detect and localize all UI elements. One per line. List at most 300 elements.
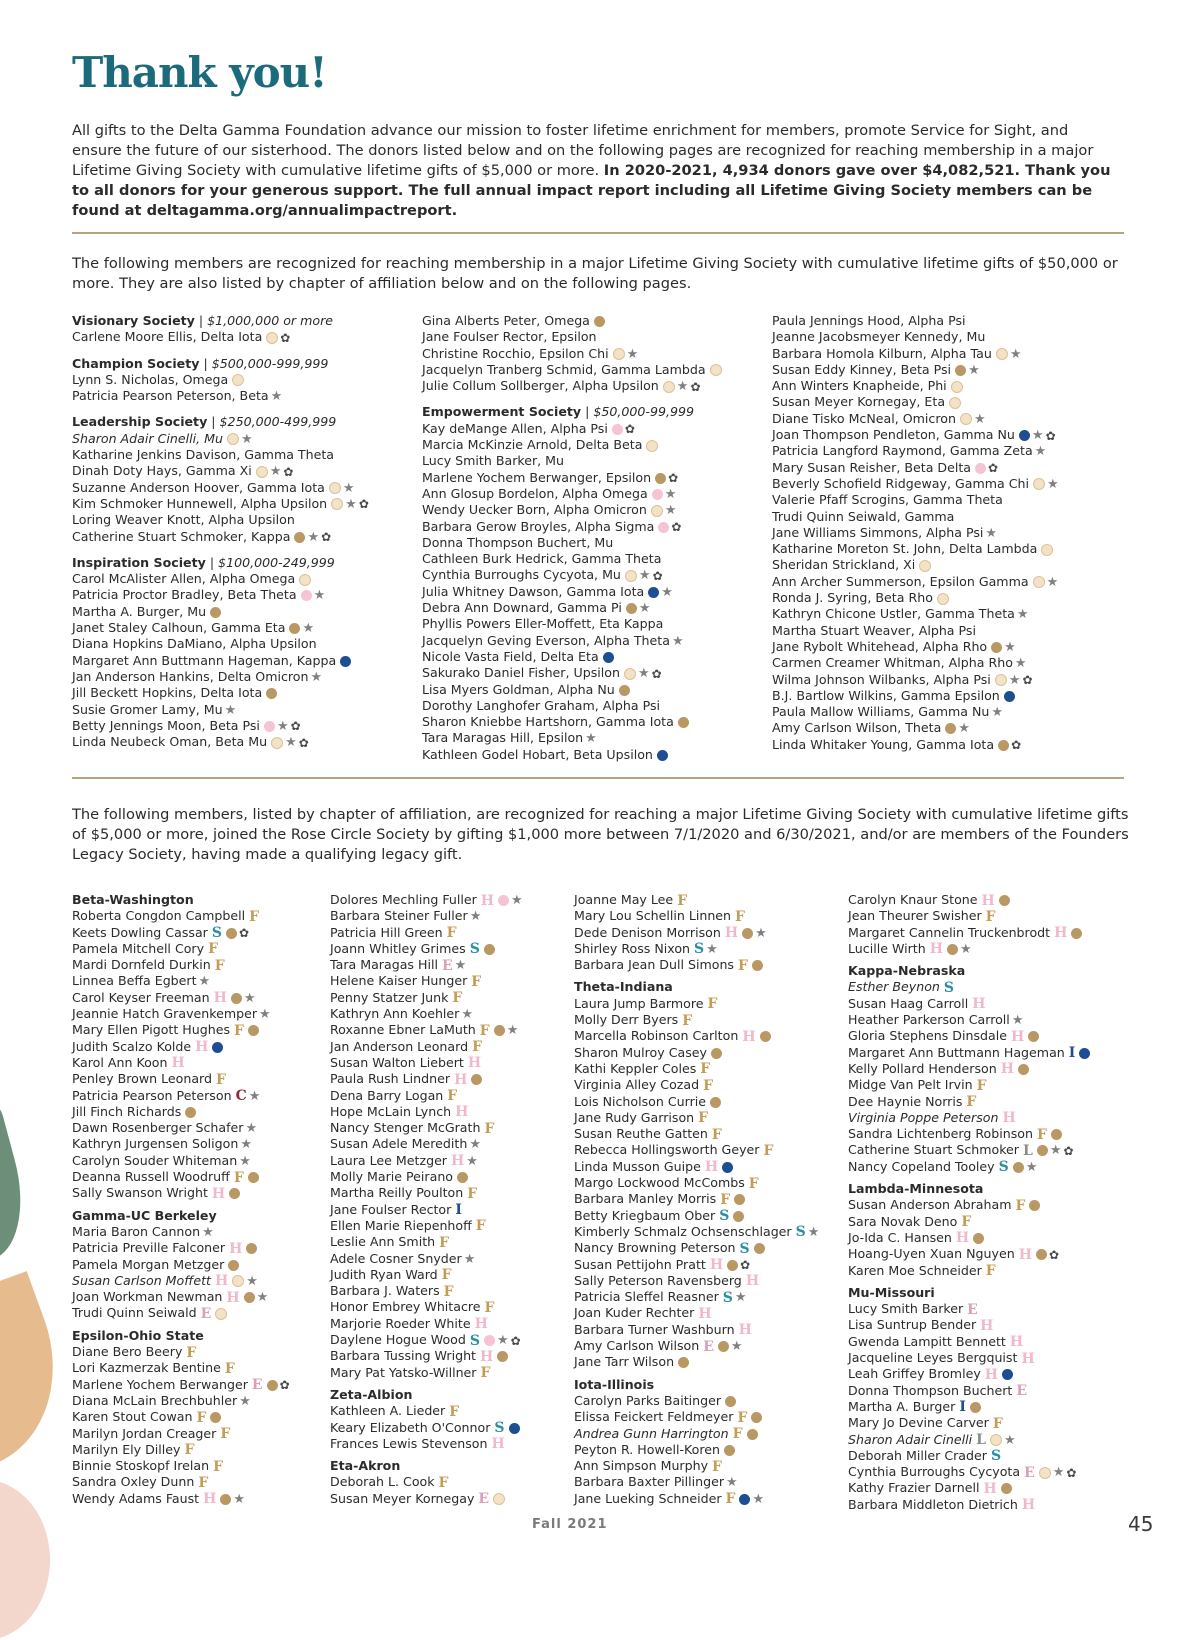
society-column-3 [772, 313, 1059, 753]
star-icon: ★ [1046, 476, 1059, 492]
gold-dot-icon [1051, 1129, 1062, 1140]
cream-dot-icon [1039, 1467, 1051, 1479]
star-icon: ★ [245, 1121, 258, 1137]
chapter-heading: Eta-Akron [330, 1458, 401, 1474]
society-letter-f: F [216, 1071, 226, 1088]
cream-dot-icon [663, 381, 675, 393]
member-name: Linda Musson Guipe [574, 1158, 701, 1174]
member-name: Jane Foulser Rector [330, 1201, 452, 1217]
star-icon: ★ [276, 718, 289, 734]
society-letter-s: S [998, 1159, 1009, 1176]
list-item [772, 476, 1059, 492]
list-item [72, 1426, 290, 1442]
star-icon: ★ [310, 669, 323, 685]
member-name: Linda Whitaker Young, Gamma Iota [772, 736, 995, 752]
member-name: Jean Theurer Swisher [848, 908, 982, 924]
gold-dot-icon [626, 603, 637, 614]
star-icon: ★ [1014, 656, 1027, 672]
member-name: Jeannie Hatch Gravenkemper [72, 1006, 258, 1022]
society-letter-f: F [763, 1142, 774, 1159]
list-item [422, 437, 722, 453]
member-name: Linda Neubeck Oman, Beta Mu [72, 734, 268, 750]
cream-dot-icon [613, 348, 625, 360]
member-name: Barbara Tussing Wright [330, 1348, 476, 1364]
list-item [772, 443, 1059, 459]
list-item [772, 411, 1059, 427]
member-name: Patricia Preville Falconer [72, 1240, 226, 1256]
list-item [72, 973, 290, 989]
cream-dot-icon [646, 440, 658, 452]
society-letter-f: F [438, 1474, 449, 1491]
navy-dot-icon [1019, 430, 1030, 441]
member-name: Heather Parkerson Carroll [848, 1012, 1010, 1028]
society-name: Champion Society [72, 355, 200, 371]
member-name: Susan Carlson Moffett [72, 1272, 211, 1288]
society-letter-h: H [226, 1289, 240, 1306]
star-icon: ★ [726, 1475, 738, 1491]
society-letter-h: H [972, 996, 986, 1013]
gold-dot-icon [220, 1494, 231, 1505]
list-item [848, 1110, 1090, 1126]
list-item [574, 1289, 819, 1305]
rose-icon: ✿ [651, 666, 662, 681]
member-name: Patricia Pearson Peterson, Beta [72, 388, 269, 404]
gold-dot-icon [246, 1243, 257, 1254]
star-icon: ★ [469, 1137, 481, 1153]
star-icon: ★ [664, 486, 677, 502]
member-name: Joan Kuder Rechter [574, 1305, 695, 1321]
gold-dot-icon [678, 717, 689, 728]
list-item [574, 1474, 819, 1490]
member-name: Mary Jo Devine Carver [848, 1415, 989, 1431]
society-letter-i: I [1068, 1045, 1076, 1062]
society-letter-f: F [700, 1061, 711, 1078]
star-icon: ★ [807, 1224, 820, 1240]
member-name: Nicole Vasta Field, Delta Eta [422, 648, 599, 664]
member-name: Hope McLain Lynch [330, 1103, 452, 1119]
member-name: Midge Van Pelt Irvin [848, 1077, 973, 1093]
list-item [772, 525, 1059, 541]
list-item [72, 1136, 290, 1152]
list-item [848, 1142, 1090, 1158]
society-amount: | $250,000-499,999 [207, 414, 337, 430]
society-heading [72, 414, 369, 430]
rose-icon: ✿ [358, 497, 369, 512]
list-item [772, 655, 1059, 671]
list-item [848, 1448, 1090, 1464]
decorative-circle-pink [0, 1480, 50, 1640]
list-item [72, 1120, 290, 1136]
gold-dot-icon [231, 993, 242, 1004]
society-letter-h: H [1011, 1028, 1025, 1045]
society-letter-f: F [439, 1234, 450, 1251]
list-item [330, 1420, 523, 1436]
member-name: Esther Beynon [848, 979, 940, 995]
member-name: Martha A. Burger, Mu [72, 603, 207, 619]
list-item [574, 1061, 819, 1077]
list-item [574, 1191, 819, 1207]
society-letter-f: F [472, 1039, 483, 1056]
list-item [848, 979, 1090, 995]
member-name: Sharon Kniebbe Hartshorn, Gamma Iota [422, 714, 674, 730]
member-name: Diana McLain Brechbuhler [72, 1392, 238, 1408]
society-letter-h: H [203, 1491, 217, 1508]
list-item [72, 653, 369, 669]
chapter-heading: Gamma-UC Berkeley [72, 1207, 217, 1223]
member-name: Carolyn Parks Baitinger [574, 1392, 722, 1408]
society-letter-e: E [1024, 1464, 1035, 1481]
society-heading [72, 313, 369, 329]
list-item [772, 329, 1059, 345]
gold-dot-icon [752, 960, 763, 971]
member-name: Judith Ryan Ward [330, 1266, 438, 1282]
star-icon: ★ [1016, 607, 1029, 623]
star-icon: ★ [1008, 672, 1021, 688]
list-item [330, 1104, 523, 1120]
gold-dot-icon [734, 1194, 745, 1205]
member-name: Barbara Turner Washburn [574, 1321, 735, 1337]
member-name: Barbara Gerow Broyles, Alpha Sigma [422, 518, 655, 534]
list-item [772, 623, 1059, 639]
list-item [772, 672, 1059, 688]
member-name: Penny Statzer Junk [330, 989, 449, 1005]
gold-dot-icon [1028, 1031, 1039, 1042]
list-item [72, 388, 369, 404]
member-name: Frances Lewis Stevenson [330, 1435, 488, 1451]
star-icon: ★ [638, 568, 651, 584]
member-name: Carol Keyser Freeman [72, 989, 210, 1005]
gold-dot-icon [655, 473, 666, 484]
society-letter-f: F [480, 1365, 491, 1382]
star-icon: ★ [973, 411, 986, 427]
society-name: Visionary Society [72, 313, 195, 328]
list-item [848, 1480, 1090, 1496]
rose-icon: ✿ [298, 735, 309, 750]
divider-top [72, 232, 1124, 234]
member-name: Joann Whitley Grimes [330, 940, 466, 956]
member-name: Carmen Creamer Whitman, Alpha Rho [772, 655, 1013, 671]
list-item [848, 1214, 1090, 1230]
star-icon: ★ [1034, 444, 1047, 460]
list-item [72, 1104, 290, 1120]
list-item [330, 1283, 523, 1299]
member-name: Kathleen A. Lieder [330, 1403, 446, 1419]
member-name: Jill Beckett Hopkins, Delta Iota [72, 685, 263, 701]
list-item [574, 1322, 819, 1338]
list-item [772, 737, 1059, 753]
list-item [72, 1185, 290, 1201]
gold-dot-icon [1037, 1145, 1048, 1156]
chapter-heading: Theta-Indiana [574, 979, 673, 995]
navy-dot-icon [212, 1042, 223, 1053]
member-name: Cynthia Burroughs Cycyota, Mu [422, 567, 621, 583]
society-letter-h: H [214, 1273, 229, 1290]
chapter-column-3 [574, 892, 819, 1507]
list-item [330, 1022, 523, 1038]
list-item [422, 313, 722, 329]
society-letter-h: H [724, 925, 739, 942]
society-letter-h: H [1021, 1497, 1036, 1514]
society-letter-f: F [1036, 1126, 1047, 1143]
star-icon: ★ [342, 480, 355, 496]
list-item [848, 1334, 1090, 1350]
gold-dot-icon [747, 1429, 758, 1440]
gold-dot-icon [1036, 1249, 1047, 1260]
member-name: Patricia Pearson Peterson [72, 1087, 232, 1103]
member-name: Laura Lee Metzger [330, 1152, 447, 1168]
list-item [848, 1350, 1090, 1366]
cream-dot-icon [329, 482, 341, 494]
member-name: Betty Kriegbaum Ober [574, 1207, 716, 1223]
gold-dot-icon [594, 316, 605, 327]
society-letter-h: H [474, 1316, 488, 1333]
member-name: Martha Stuart Weaver, Alpha Psi [772, 622, 976, 638]
gold-dot-icon [1018, 1064, 1029, 1075]
society-letter-e: E [1016, 1383, 1028, 1400]
list-item [574, 1045, 819, 1061]
list-item [330, 1169, 523, 1185]
list-item [72, 1409, 290, 1425]
member-name: Margo Lockwood McCombs [574, 1175, 745, 1191]
list-item [848, 1497, 1090, 1513]
member-name: Valerie Pfaff Scrogins, Gamma Theta [772, 492, 1003, 508]
list-item [72, 571, 369, 587]
list-item [772, 704, 1059, 720]
star-icon: ★ [637, 666, 650, 682]
cream-dot-icon [624, 668, 636, 680]
list-item [574, 1159, 819, 1175]
list-item [72, 1006, 290, 1022]
gold-dot-icon [999, 895, 1010, 906]
gold-dot-icon [471, 1074, 482, 1085]
gold-dot-icon [228, 1260, 239, 1271]
society-letter-f: F [737, 1409, 748, 1426]
chapter-heading: Beta-Washington [72, 892, 194, 907]
society-letter-h: H [213, 990, 227, 1007]
society-letter-s: S [739, 1240, 750, 1257]
society-letter-f: F [443, 1283, 454, 1300]
list-item [72, 734, 369, 750]
rose-icon: ✿ [279, 1378, 290, 1393]
divider-middle [72, 777, 1124, 779]
member-name: Lucy Smith Barker, Mu [422, 453, 564, 469]
chapter-column-4 [848, 892, 1090, 1513]
society-column-1 [72, 313, 369, 750]
list-item [72, 1169, 290, 1185]
society-letter-h: H [742, 1028, 756, 1045]
list-item [330, 908, 523, 924]
gold-dot-icon [248, 1172, 259, 1183]
list-item [574, 1273, 819, 1289]
member-name: Susan Meyer Kornegay [330, 1490, 475, 1506]
gold-dot-icon [1001, 1483, 1012, 1494]
member-name: Sharon Adair Cinelli [848, 1431, 973, 1447]
list-item [422, 600, 722, 616]
society-letter-e: E [703, 1338, 714, 1355]
chapter-heading: Lambda-Minnesota [848, 1181, 984, 1197]
member-name: Barbara Jean Dull Simons [574, 957, 734, 973]
gold-dot-icon [955, 365, 966, 376]
member-name: Hoang-Uyen Xuan Nguyen [848, 1246, 1015, 1262]
star-icon: ★ [991, 705, 1004, 721]
star-icon: ★ [269, 464, 282, 480]
member-name: Gloria Stephens Dinsdale [848, 1028, 1008, 1044]
chapter-heading: Zeta-Albion [330, 1386, 413, 1402]
member-name: Binnie Stoskopf Irelan [72, 1458, 210, 1474]
member-name: Wendy Uecker Born, Alpha Omicron [422, 502, 647, 518]
member-name: Sally Swanson Wright [72, 1185, 208, 1201]
society-heading [72, 555, 369, 571]
society-letter-f: F [186, 1344, 197, 1361]
gold-dot-icon [1013, 1162, 1024, 1173]
intro-paragraph [72, 121, 1120, 221]
member-name: Suzanne Anderson Hoover, Gamma Iota [72, 479, 325, 495]
gold-dot-icon [718, 1341, 729, 1352]
society-letter-e: E [251, 1377, 263, 1394]
cream-dot-icon [271, 737, 283, 749]
star-icon: ★ [755, 925, 767, 941]
chapter-heading: Epsilon-Ohio State [72, 1327, 204, 1343]
gold-dot-icon [494, 1025, 505, 1036]
society-letter-f: F [234, 1022, 244, 1039]
star-icon: ★ [246, 1273, 258, 1289]
member-name: Judith Scalzo Kolde [72, 1038, 192, 1054]
navy-dot-icon [1004, 691, 1015, 702]
list-item [330, 1136, 523, 1152]
list-item [330, 892, 523, 908]
list-item [330, 1185, 523, 1201]
gold-dot-icon [497, 1351, 508, 1362]
list-item [72, 1039, 290, 1055]
list-item [848, 1432, 1090, 1448]
member-name: Barbara Steiner Fuller [330, 908, 468, 924]
pink-dot-icon [498, 895, 509, 906]
list-item [848, 1415, 1090, 1431]
member-name: Deanna Russell Woodruff [72, 1169, 230, 1185]
list-item [574, 892, 819, 908]
chapter-heading: Mu-Missouri [848, 1284, 935, 1300]
society-letter-f: F [484, 1120, 495, 1137]
member-name: Dede Denison Morrison [574, 924, 721, 940]
society-letter-i: I [455, 1202, 462, 1219]
member-name: Amy Carlson Wilson, Theta [772, 720, 942, 736]
list-item [72, 1257, 290, 1273]
list-item [72, 669, 369, 685]
society-letter-f: F [682, 1012, 693, 1029]
star-icon: ★ [285, 735, 297, 751]
list-item [72, 1088, 290, 1104]
list-item [330, 1491, 523, 1507]
rose-icon: ✿ [238, 926, 250, 941]
member-name: Wendy Adams Faust [72, 1490, 200, 1506]
member-name: Paula Mallow Williams, Gamma Nu [772, 704, 990, 720]
member-name: Patricia Langford Raymond, Gamma Zeta [772, 443, 1033, 459]
member-name: Karen Stout Cowan [72, 1409, 193, 1425]
society-letter-h: H [171, 1055, 185, 1072]
member-name: Ann Winters Knapheide, Phi [772, 378, 947, 394]
member-name: Dolores Mechling Fuller [330, 892, 477, 907]
list-item [422, 616, 722, 632]
navy-dot-icon [722, 1162, 733, 1173]
society-name: Leadership Society [72, 414, 208, 430]
member-name: Laura Jump Barmore [574, 995, 704, 1011]
spacer [72, 346, 369, 356]
cream-dot-icon [919, 560, 931, 572]
list-item [72, 463, 369, 479]
member-name: Diane Tisko McNeal, Omicron [772, 410, 956, 426]
list-item [422, 633, 722, 649]
member-name: Virginia Alley Cozad [574, 1077, 700, 1093]
list-item [72, 636, 369, 652]
list-item [330, 941, 523, 957]
member-name: Jane Rybolt Whitehead, Alpha Rho [772, 638, 988, 654]
member-name: Katharine Jenkins Davison, Gamma Theta [72, 447, 335, 463]
gold-dot-icon [947, 944, 958, 955]
member-name: Catherine Stuart Schmoker, Kappa [72, 528, 291, 544]
list-item [848, 1366, 1090, 1382]
member-name: Joan Thompson Pendleton, Gamma Nu [772, 427, 1015, 443]
list-item [772, 313, 1059, 329]
member-name: Margaret Cannelin Truckenbrodt [848, 924, 1051, 940]
spacer [72, 545, 369, 555]
list-item [422, 665, 722, 681]
member-name: Nancy Stenger McGrath [330, 1120, 481, 1136]
member-name: Marjorie Roeder White [330, 1315, 471, 1331]
list-item [422, 453, 722, 469]
list-item [574, 1426, 819, 1442]
member-name: Diane Bero Beery [72, 1344, 183, 1360]
list-item [72, 1377, 290, 1393]
list-item [72, 1305, 290, 1321]
star-icon: ★ [259, 1007, 271, 1023]
navy-dot-icon [657, 750, 668, 761]
society-letter-l: L [976, 1432, 986, 1448]
list-item [848, 1383, 1090, 1399]
member-name: Nancy Browning Peterson [574, 1240, 736, 1256]
list-item [330, 1153, 523, 1169]
member-name: Loring Weaver Knott, Alpha Upsilon [72, 512, 295, 528]
member-name: Sara Novak Deno [848, 1213, 958, 1229]
star-icon: ★ [676, 379, 689, 395]
member-name: Karol Ann Koon [72, 1054, 168, 1070]
cream-dot-icon [949, 397, 961, 409]
list-item [422, 714, 722, 730]
star-icon: ★ [585, 731, 597, 747]
member-name: Marcia McKinzie Arnold, Delta Beta [422, 437, 643, 453]
list-item [574, 1224, 819, 1240]
member-name: Susan Meyer Kornegay, Eta [772, 394, 946, 410]
star-icon: ★ [239, 1393, 251, 1409]
rose-icon: ✿ [624, 422, 635, 437]
rose-icon: ✿ [1048, 1247, 1060, 1262]
star-icon: ★ [463, 1251, 476, 1267]
society-letter-f: F [985, 1263, 996, 1280]
member-name: Marlene Yochem Berwanger, Epsilon [422, 469, 652, 485]
rose-icon: ✿ [1022, 673, 1033, 688]
society-letter-h: H [984, 1366, 999, 1383]
list-item [422, 502, 722, 518]
society-letter-f: F [452, 990, 463, 1007]
society-letter-h: H [955, 1230, 970, 1247]
list-item [848, 996, 1090, 1012]
star-icon: ★ [1003, 1432, 1016, 1448]
list-item [330, 1332, 523, 1348]
society-letter-f: F [479, 1022, 490, 1039]
cream-dot-icon [1033, 478, 1045, 490]
society-letter-f: F [711, 1126, 722, 1143]
member-name: Joan Workman Newman [72, 1289, 223, 1305]
member-name: Amy Carlson Wilson [574, 1338, 700, 1354]
